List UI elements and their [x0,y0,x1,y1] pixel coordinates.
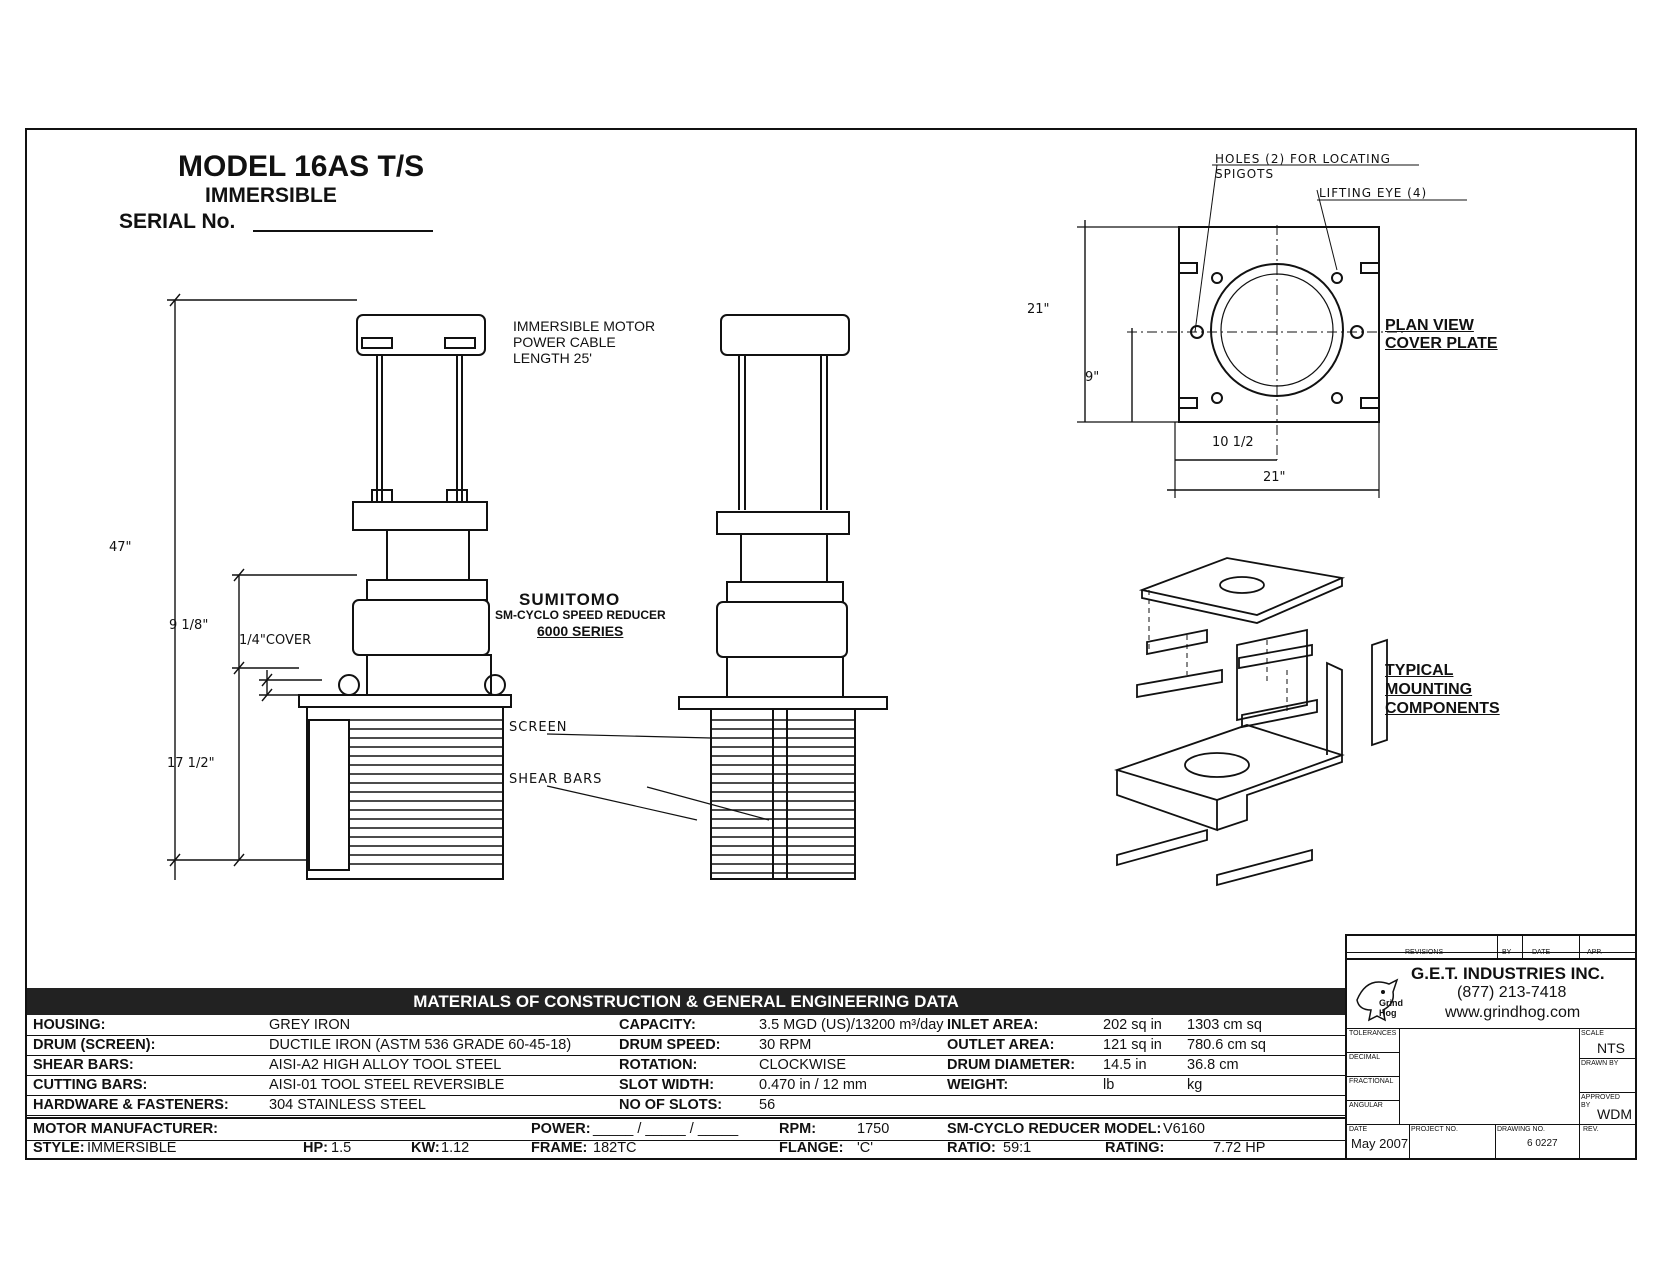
motor-manufacturer-label: MOTOR MANUFACTURER: [33,1121,218,1137]
fractional-label: FRACTIONAL [1349,1078,1394,1085]
motor-row-2 [27,1138,1345,1159]
materials-label: INLET AREA: [947,1017,1039,1033]
grind-hog-logo [1351,970,1401,1024]
approver-value: WDM [1597,1106,1632,1122]
serial-label: SERIAL No. [119,210,236,233]
company-name: G.E.T. INDUSTRIES INC. [1411,964,1605,983]
style-value: IMMERSIBLE [87,1140,177,1156]
materials-value: 304 STAINLESS STEEL [269,1097,426,1113]
frame-label: FRAME: [531,1140,588,1156]
materials-value: GREY IRON [269,1017,351,1033]
logo-text [1379,998,1403,1018]
dim-overall-height: 47" [109,540,132,555]
plan-view-line-1: PLAN VIEW [1385,317,1474,334]
left-drum-slats [349,720,503,864]
materials-label: SHEAR BARS: [33,1057,134,1073]
materials-value: 1303 cm sq [1187,1017,1262,1033]
decimal-label: DECIMAL [1349,1054,1381,1061]
materials-row [27,1015,1345,1036]
rpm-value: 1750 [857,1121,890,1137]
materials-row [27,1055,1345,1076]
materials-label: DRUM SPEED: [619,1037,721,1053]
flange-label: FLANGE: [779,1140,844,1156]
frame-value: 182TC [593,1140,637,1156]
mounting-components [1117,558,1387,885]
model-title: MODEL 16AS T/S [178,150,425,183]
flange-value: 'C' [857,1140,874,1156]
kw-value: 1.12 [441,1140,470,1156]
drawing-no-value: 6 0227 [1527,1138,1558,1149]
dim-plate-height: 21" [1027,302,1050,317]
plan-view-title [1385,317,1498,353]
logo-word-1: Grind [1379,998,1403,1008]
dim-upper: 9 1/8" [169,618,209,633]
materials-label: NO OF SLOTS: [619,1097,723,1113]
motor-cable-line-3: LENGTH 25' [513,350,592,366]
title-block [1345,934,1637,1160]
mounting-line-3: COMPONENTS [1385,700,1500,717]
project-no-label: PROJECT NO. [1411,1126,1458,1133]
plan-view-line-2: COVER PLATE [1385,335,1498,352]
mounting-line-2: MOUNTING [1385,681,1473,698]
materials-value: kg [1187,1077,1203,1093]
rev-label: REV. [1583,1126,1599,1133]
rating-label: RATING: [1105,1140,1165,1156]
materials-value: 14.5 in [1103,1057,1147,1073]
ratio-value: 59:1 [1003,1140,1032,1156]
lifting-eye-note: LIFTING EYE (4) [1319,186,1428,200]
rpm-label: RPM: [779,1121,817,1137]
materials-label: HOUSING: [33,1017,106,1033]
materials-value: lb [1103,1077,1115,1093]
shear-bars-label: SHEAR BARS [509,772,603,787]
brand-label: SUMITOMO [519,590,621,609]
materials-label: WEIGHT: [947,1077,1009,1093]
power-value: _____ / _____ / _____ [593,1121,739,1137]
approved-by-label: APPROVED BY [1581,1094,1620,1109]
power-label: POWER: [531,1121,591,1137]
logo-word-2: Hog [1379,1008,1397,1018]
reducer-model-value: V6160 [1163,1121,1205,1137]
materials-value: 3.5 MGD (US)/13200 m³/day [759,1017,944,1033]
cover-label: 1/4"COVER [239,633,312,648]
serial-blank-line [253,230,433,232]
materials-row [27,1095,1345,1116]
materials-label: OUTLET AREA: [947,1037,1055,1053]
tolerances-label: TOLERANCES [1349,1030,1397,1037]
rating-value: 7.72 HP [1213,1140,1266,1156]
motor-cable-line-2: POWER CABLE [513,334,616,350]
drawn-by-label: DRAWN BY [1581,1060,1619,1067]
materials-value: 30 RPM [759,1037,812,1053]
materials-value: 36.8 cm [1187,1057,1239,1073]
front-drum-slats [711,720,855,873]
materials-value: 56 [759,1097,776,1113]
dim-lower: 17 1/2" [167,756,215,771]
company-web: www.grindhog.com [1445,1004,1581,1021]
reducer-model-label: SM-CYCLO REDUCER MODEL: [947,1121,1162,1137]
materials-value: AISI-A2 HIGH ALLOY TOOL STEEL [269,1057,502,1073]
model-type: IMMERSIBLE [205,184,337,207]
materials-label: CAPACITY: [619,1017,696,1033]
materials-label: ROTATION: [619,1057,698,1073]
left-elevation [299,315,511,879]
reducer-label: SM-CYCLO SPEED REDUCER [495,608,666,622]
materials-row [27,1035,1345,1056]
motor-cable-note [513,318,655,366]
style-label: STYLE: [33,1140,85,1156]
by-header: BY [1502,949,1512,956]
ratio-label: RATIO: [947,1140,996,1156]
materials-label: DRUM DIAMETER: [947,1057,1076,1073]
materials-value: AISI-01 TOOL STEEL REVERSIBLE [269,1077,505,1093]
front-elevation [679,315,887,879]
date-label: DATE [1349,1126,1368,1133]
drawing-no-label: DRAWING NO. [1497,1126,1545,1133]
materials-value: DUCTILE IRON (ASTM 536 GRADE 60-45-18) [269,1037,572,1053]
hp-label: HP: [303,1140,328,1156]
angular-label: ANGULAR [1349,1102,1383,1109]
motor-cable-line-1: IMMERSIBLE MOTOR [513,318,656,334]
holes-note [1215,152,1391,182]
series-label: 6000 SERIES [537,623,624,639]
left-dimensions [167,294,357,880]
revisions-header: REVISIONS [1405,949,1444,956]
materials-value: 0.470 in / 12 mm [759,1077,867,1093]
scale-label: SCALE [1581,1030,1604,1037]
date-header: DATE [1532,949,1551,956]
holes-line-2: SPIGOTS [1215,167,1275,181]
materials-header: MATERIALS OF CONSTRUCTION & GENERAL ENGINEERING DATA [27,988,1345,1015]
scale-value: NTS [1597,1040,1625,1056]
materials-value: CLOCKWISE [759,1057,847,1073]
holes-line-1: HOLES (2) FOR LOCATING [1215,152,1391,166]
kw-label: KW: [411,1140,440,1156]
mounting-line-1: TYPICAL [1385,662,1454,679]
materials-label: HARDWARE & FASTENERS: [33,1097,229,1113]
materials-label: DRUM (SCREEN): [33,1037,156,1053]
dim-plate-width: 21" [1263,470,1286,485]
dim-plate-half: 10 1/2 [1212,435,1254,450]
company-phone: (877) 213-7418 [1457,984,1567,1001]
date-value: May 2007 [1351,1136,1409,1151]
materials-value: 780.6 cm sq [1187,1037,1266,1053]
materials-label: CUTTING BARS: [33,1077,148,1093]
materials-row [27,1075,1345,1096]
dim-plate-offset: 9" [1085,370,1100,385]
materials-value: 121 sq in [1103,1037,1162,1053]
screen-label: SCREEN [509,720,568,735]
drawing-sheet [25,128,1637,1160]
materials-value: 202 sq in [1103,1017,1162,1033]
hp-value: 1.5 [331,1140,352,1156]
materials-label: SLOT WIDTH: [619,1077,715,1093]
app-header: APP. [1587,949,1603,956]
mounting-title [1385,661,1500,718]
